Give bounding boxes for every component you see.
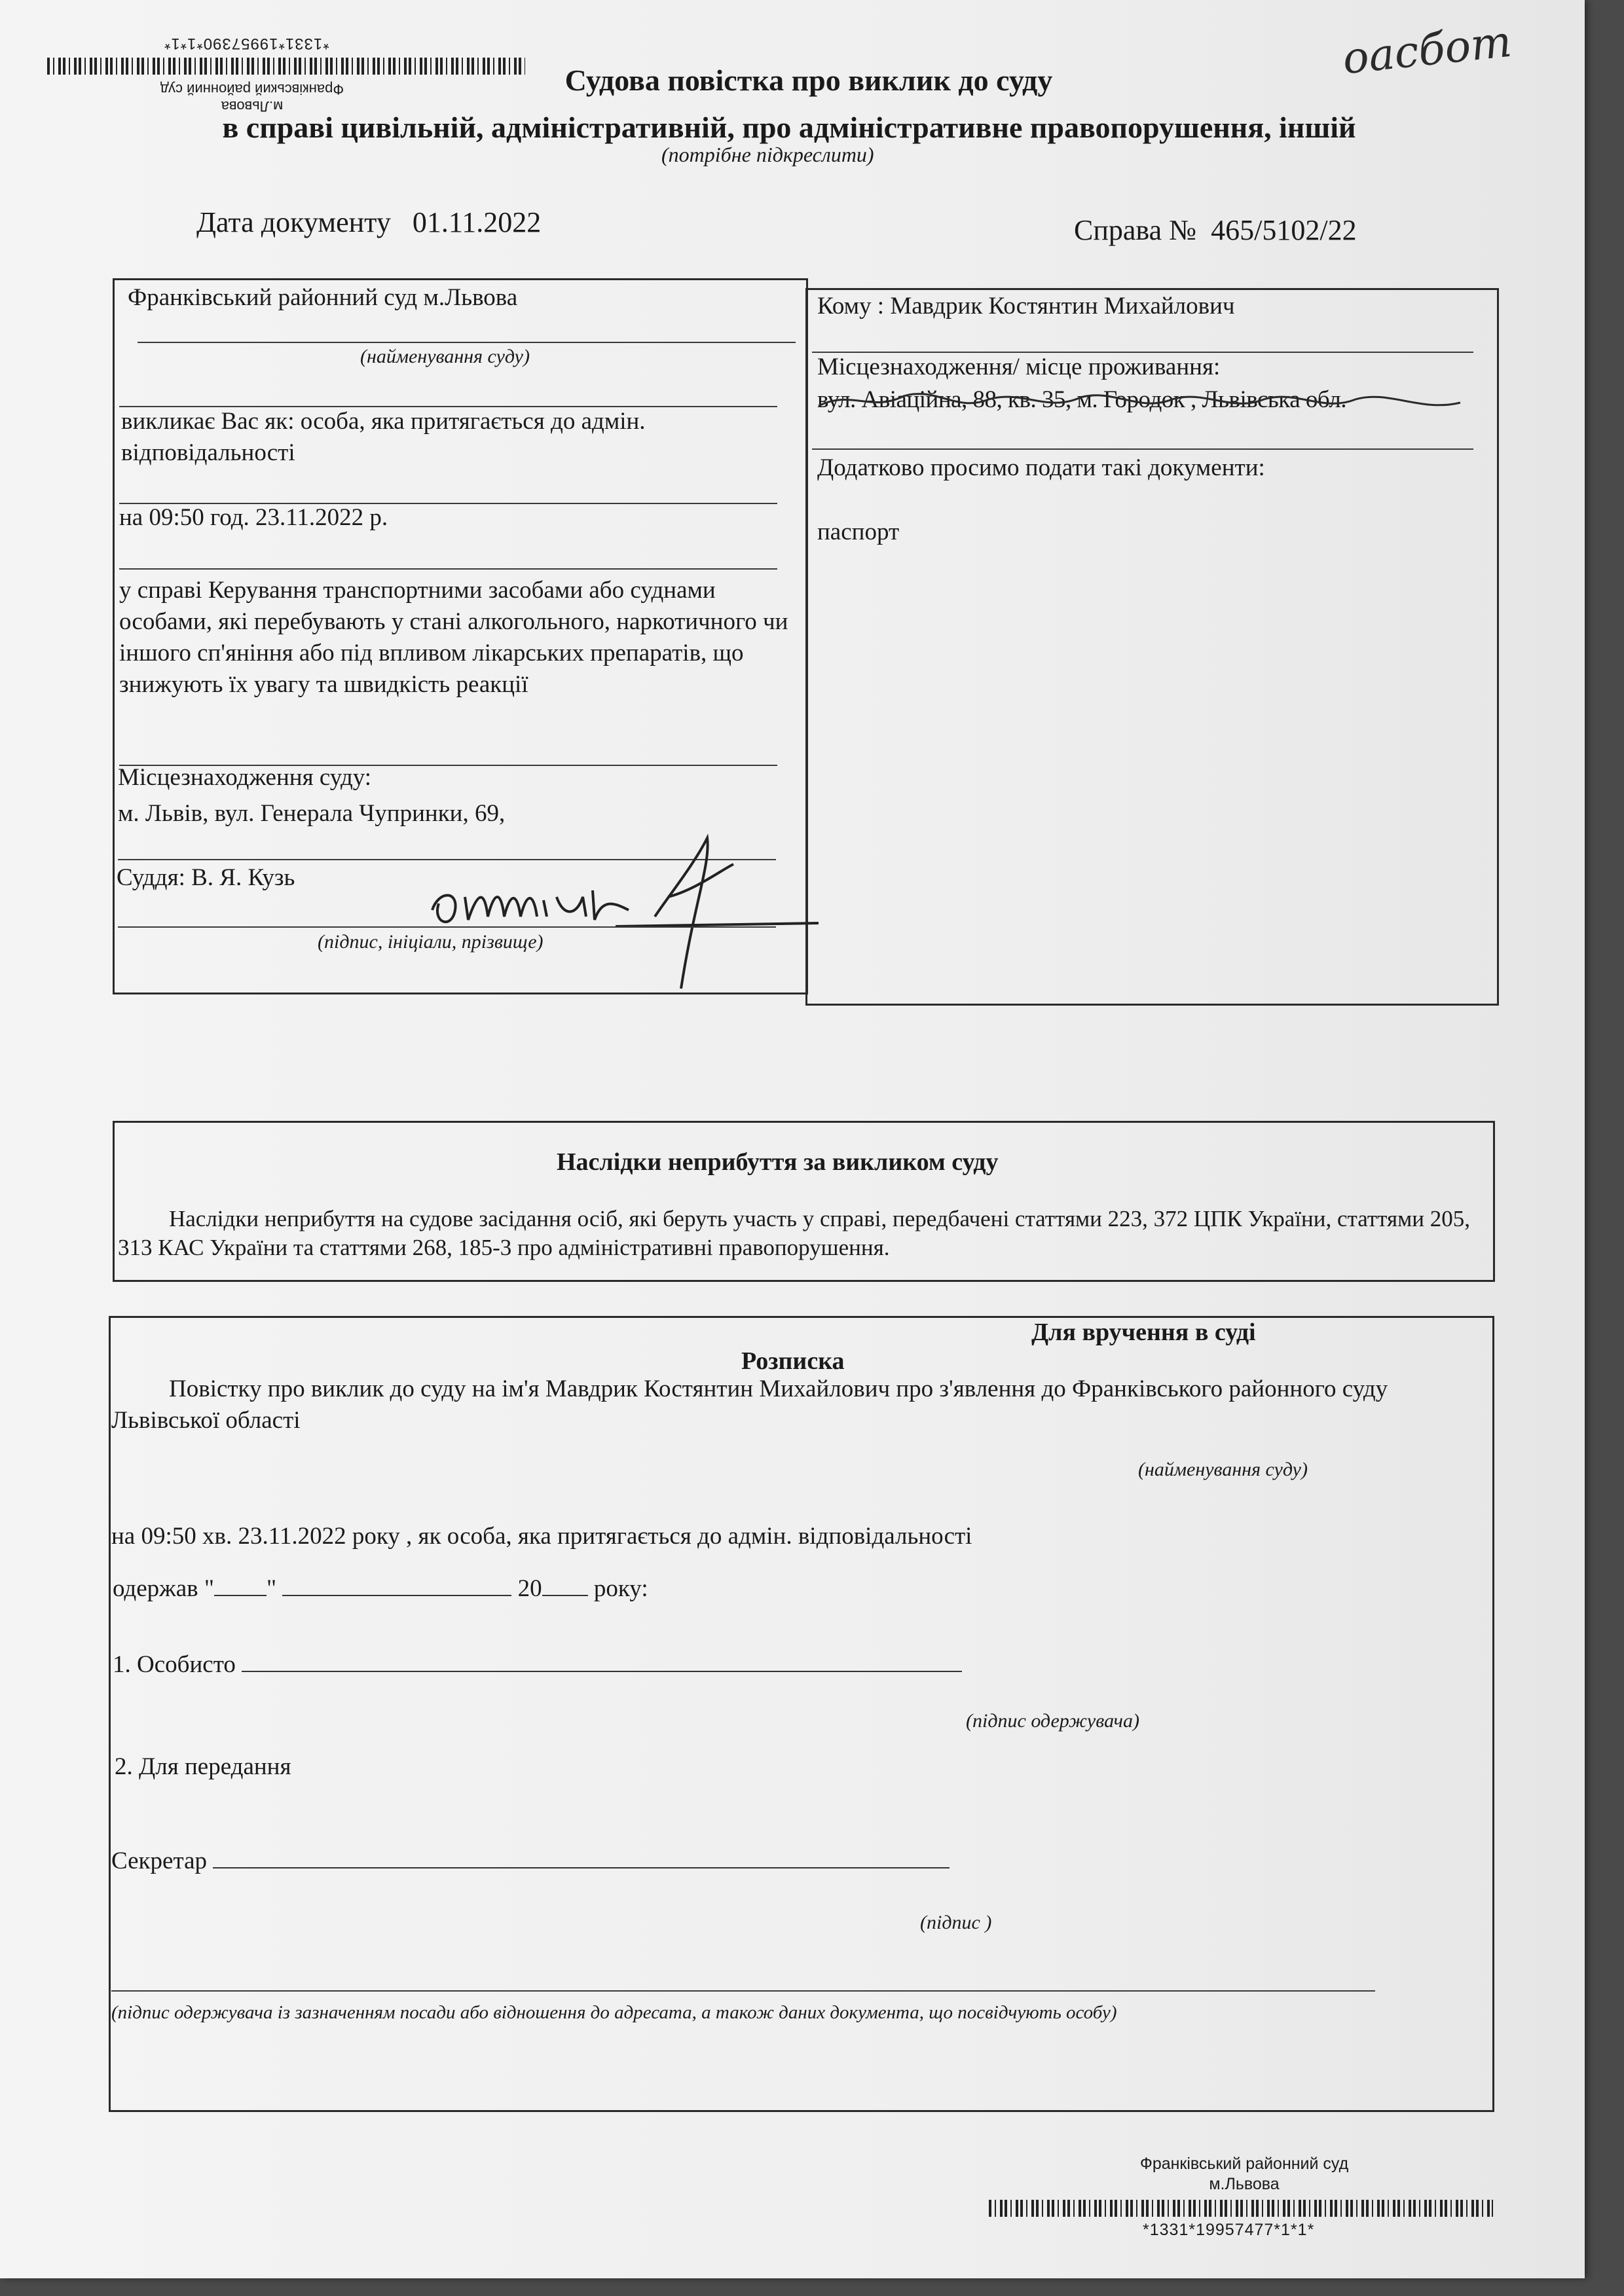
residence-label: Місцезнаходження/ місце проживання: xyxy=(817,354,1221,380)
judge-signature-icon xyxy=(419,825,825,995)
received-year-field[interactable] xyxy=(542,1595,588,1596)
title-subtitle: (потрібне підкреслити) xyxy=(661,143,874,166)
received-suffix: року: xyxy=(593,1575,648,1602)
top-barcode xyxy=(47,58,525,75)
recipient: Кому : Мавдрик Костянтин Михайлович xyxy=(817,293,1235,319)
received-month-field[interactable] xyxy=(282,1595,511,1596)
handwritten-note: оасбот xyxy=(1340,16,1514,84)
judge-name: Суддя: В. Я. Кузь xyxy=(117,864,295,891)
received-day-field[interactable] xyxy=(214,1595,267,1596)
court-stamp-line1: Франківський районний суд xyxy=(160,81,344,98)
date-label: Дата документу xyxy=(196,206,391,238)
title-line2: в справі цивільній, адміністративній, про адміністративне правопорушення, іншій xyxy=(222,111,1356,144)
for-court-label: Для вручення в суді xyxy=(1031,1319,1256,1346)
receipt-court-caption: (найменування суду) xyxy=(1138,1459,1308,1480)
receipt-title: Розписка xyxy=(741,1347,845,1375)
secretary-signature-field[interactable] xyxy=(213,1867,950,1868)
bottom-barcode xyxy=(989,2200,1493,2217)
date-value: 01.11.2022 xyxy=(412,206,542,238)
secretary-line xyxy=(111,1846,950,1876)
residence-scribble-icon xyxy=(812,383,1473,422)
court-name-caption: (найменування суду) xyxy=(360,346,530,367)
summons-as: викликає Вас як: особа, яка притягається до адмін. відповідальності xyxy=(121,408,646,467)
received-mid: " xyxy=(267,1575,277,1602)
consequences-text: Наслідки неприбуття на судове засідання осіб, які беруть участь у справі, передбачені статтями 223, 372 ЦПК України, статтями 205, 313 КАС України та статтями 268, 185-3 про адміністративні правопорушення. xyxy=(118,1206,1470,1260)
receipt-line1: Повістку про виклик до суду на ім'я Мавдрик Костянтин Михайлович про з'явлення до Франківського районного суду Львівської області xyxy=(111,1376,1388,1434)
court-stamp-upside-down xyxy=(154,80,350,115)
extra-docs-value: паспорт xyxy=(817,519,900,545)
personal-caption: (підпис одержувача) xyxy=(966,1710,1139,1732)
signature-caption: (підпис, ініціали, прізвище) xyxy=(318,931,544,953)
personal-signature-field[interactable] xyxy=(242,1671,962,1672)
case-subject: у справі Керування транспортними засобами або суднами особами, які перебувають у стані алкогольного, наркотичного чи іншого сп'яніння або під впливом лікарських препаратів, що знижують їх увагу та швидкість реакції xyxy=(119,577,788,699)
received-prefix: одержав " xyxy=(113,1575,214,1602)
footer-court-line2: м.Львова xyxy=(1209,2175,1280,2194)
secretary-label: Секретар xyxy=(111,1848,207,1874)
title-line1: Судова повістка про виклик до суду xyxy=(564,64,1053,97)
court-name: Франківський районний суд м.Львова xyxy=(128,284,518,311)
footer-court-line1: Франківський районний суд xyxy=(1139,2155,1349,2173)
date-row xyxy=(196,204,541,240)
extra-docs-label: Додатково просимо подати такі документи: xyxy=(817,454,1265,481)
receipt-footer-caption: (підпис одержувача із зазначенням посади або відношення до адресата, а також даних документа, що посвідчують особу) xyxy=(111,2002,1117,2023)
footer-court-stamp xyxy=(1107,2154,1382,2195)
signature-underline xyxy=(118,926,776,928)
bottom-barcode-text: *1331*19957477*1*1* xyxy=(1143,2221,1315,2239)
court-location-value: м. Львів, вул. Генерала Чупринки, 69, xyxy=(118,800,506,827)
case-number: 465/5102/22 xyxy=(1211,214,1357,246)
divider-3 xyxy=(119,568,777,570)
received-year-prefix: 20 xyxy=(517,1575,542,1602)
case-row xyxy=(1074,212,1357,248)
hearing-time: на 09:50 год. 23.11.2022 р. xyxy=(119,504,388,531)
receipt-bottom-divider xyxy=(111,1990,1375,1992)
court-stamp-line2: м.Львова xyxy=(221,98,284,115)
personal-line xyxy=(113,1650,962,1680)
personal-label: 1. Особисто xyxy=(113,1651,236,1678)
case-label: Справа № xyxy=(1074,214,1197,246)
consequences-title: Наслідки неприбуття за викликом суду xyxy=(557,1148,999,1176)
court-name-underline xyxy=(138,342,796,343)
received-date-line xyxy=(113,1574,648,1604)
residence-underline xyxy=(812,448,1473,450)
top-barcode-text: *1331*19957390*1*1* xyxy=(164,35,329,52)
receipt-time-line: на 09:50 хв. 23.11.2022 року , як особа, яка притягається до адмін. відповідальності xyxy=(111,1523,972,1550)
transfer-label: 2. Для передання xyxy=(115,1753,291,1780)
court-location-label: Місцезнаходження суду: xyxy=(118,764,372,791)
residence-value: вул. Авіаційна, 88, кв. 35, м. Городок , Львівська обл. xyxy=(817,386,1346,413)
secretary-caption: (підпис ) xyxy=(920,1912,992,1933)
